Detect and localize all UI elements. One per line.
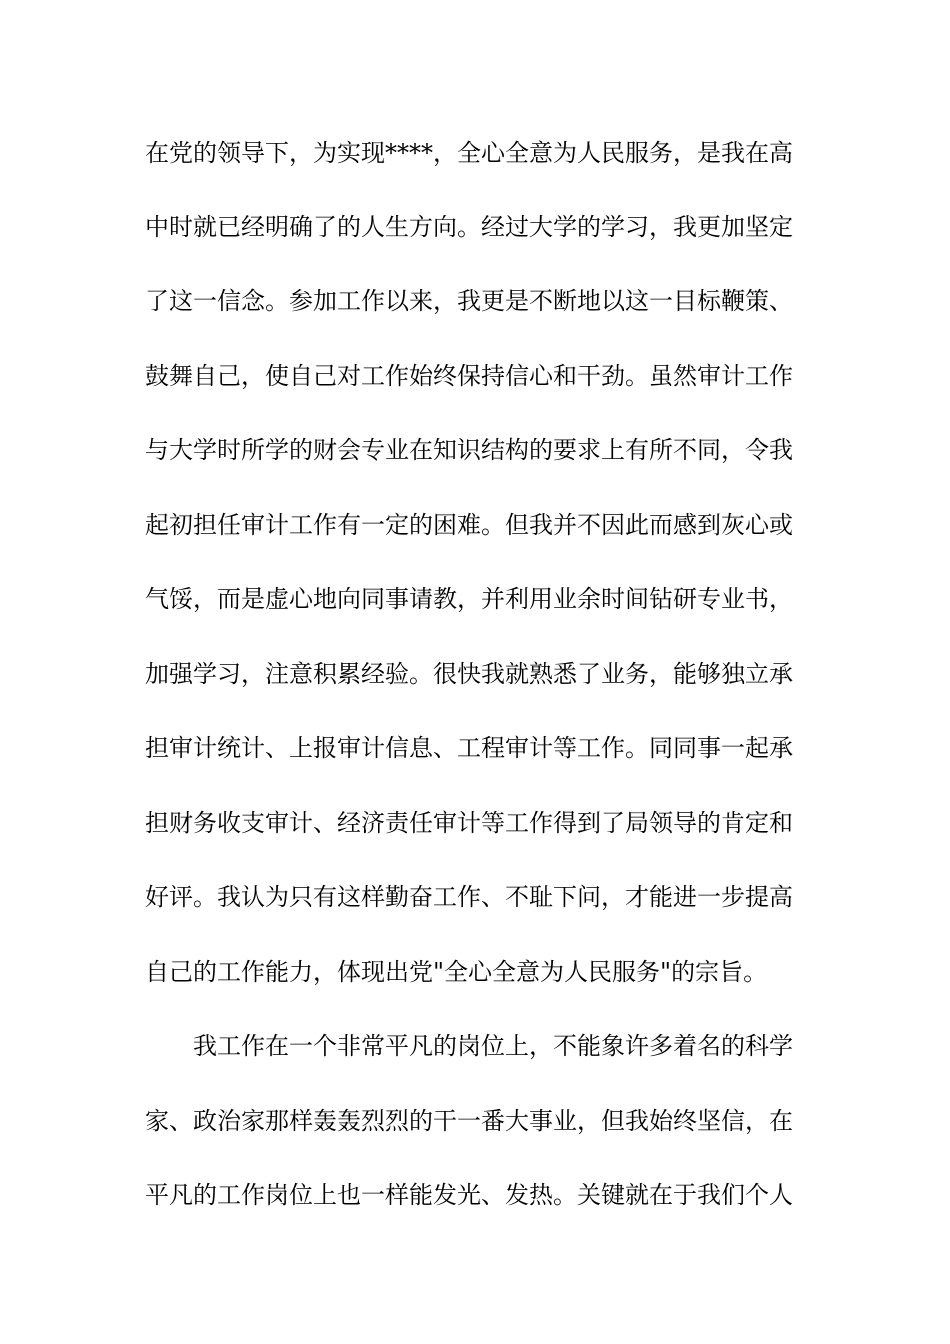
paragraph-line-indented: 我工作在一个非常平凡的岗位上，不能象许多着名的科学 bbox=[193, 1032, 793, 1060]
paragraph-line: 平凡的工作岗位上也一样能发光、发热。关键就在于我们个人 bbox=[145, 1181, 793, 1209]
paragraph-line: 鼓舞自己，使自己对工作始终保持信心和干劲。虽然审计工作 bbox=[145, 362, 793, 390]
paragraph-line: 起初担任审计工作有一定的困难。但我并不因此而感到灰心或 bbox=[145, 511, 793, 539]
paragraph-line: 中时就已经明确了的人生方向。经过大学的学习，我更加坚定 bbox=[145, 213, 793, 241]
paragraph-line: 好评。我认为只有这样勤奋工作、不耻下问，才能进一步提高 bbox=[145, 883, 793, 911]
paragraph-line: 担审计统计、上报审计信息、工程审计等工作。同同事一起承 bbox=[145, 734, 793, 762]
paragraph-line: 自己的工作能力，体现出党"全心全意为人民服务"的宗旨。 bbox=[145, 958, 768, 986]
paragraph-line: 担财务收支审计、经济责任审计等工作得到了局领导的肯定和 bbox=[145, 809, 793, 837]
paragraph-line: 与大学时所学的财会专业在知识结构的要求上有所不同，令我 bbox=[145, 436, 793, 464]
paragraph-line: 了这一信念。参加工作以来，我更是不断地以这一目标鞭策、 bbox=[145, 287, 793, 315]
paragraph-line: 在党的领导下，为实现****，全心全意为人民服务，是我在高 bbox=[145, 139, 793, 167]
paragraph-line: 家、政治家那样轰轰烈烈的干一番大事业，但我始终坚信，在 bbox=[145, 1107, 793, 1135]
paragraph-line: 加强学习，注意积累经验。很快我就熟悉了业务，能够独立承 bbox=[145, 660, 793, 688]
paragraph-line: 气馁，而是虚心地向同事请教，并利用业余时间钻研专业书， bbox=[145, 585, 793, 613]
